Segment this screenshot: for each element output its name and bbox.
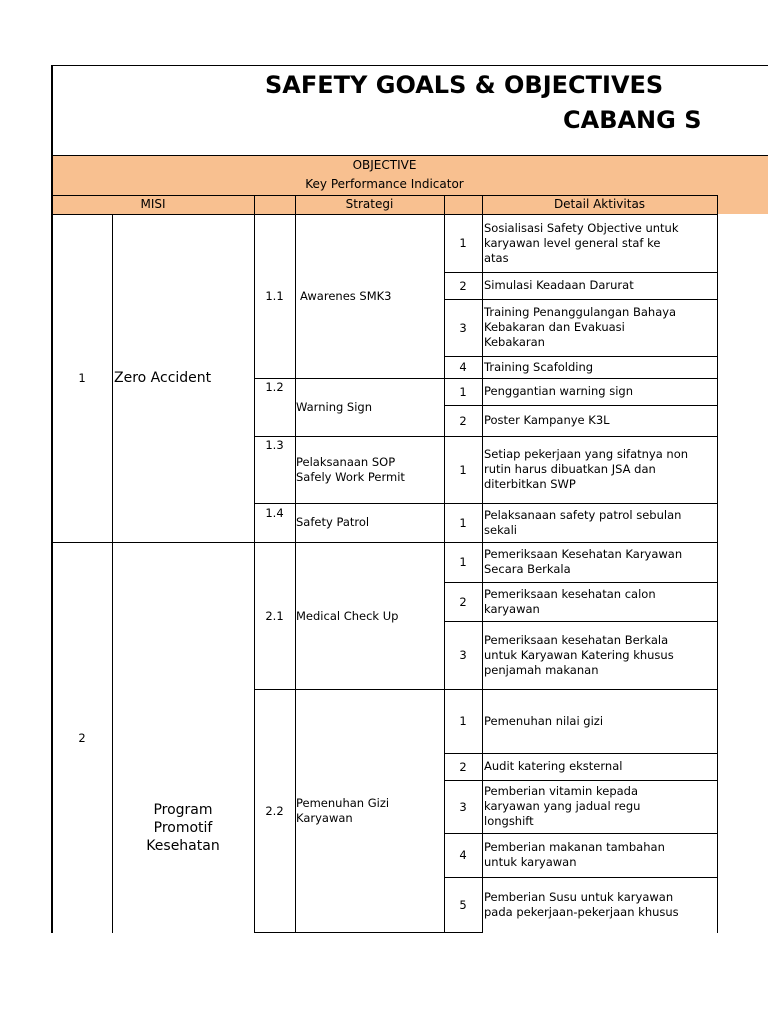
activity-text: Pemeriksaan kesehatan calon karyawan bbox=[484, 586, 656, 616]
document-title: SAFETY GOALS & OBJECTIVES bbox=[265, 71, 664, 99]
activity-number: 2 bbox=[459, 594, 467, 609]
activity-cell bbox=[484, 272, 717, 299]
activity-number: 1 bbox=[459, 462, 467, 477]
activity-number: 4 bbox=[459, 360, 467, 374]
activity-cell bbox=[484, 780, 717, 833]
strategy-name: Safety Patrol bbox=[296, 515, 370, 529]
strategy-name: Pelaksanaan SOP Safely Work Permit bbox=[296, 455, 405, 484]
activity-text: Penggantian warning sign bbox=[484, 384, 634, 398]
activity-text: Setiap pekerjaan yang sifatnya non rutin harus dibuatkan JSA dan diterbitkan SWP bbox=[484, 447, 689, 491]
strategy-name: Medical Check Up bbox=[296, 609, 399, 623]
activity-cell bbox=[484, 405, 717, 436]
activity-text: Audit katering eksternal bbox=[484, 759, 623, 773]
activity-text: Sosialisasi Safety Objective untuk karyawan level general staf ke atas bbox=[484, 220, 679, 265]
overflow-header-fill bbox=[717, 156, 768, 214]
activity-number: 1 bbox=[459, 384, 467, 399]
activity-cell bbox=[484, 542, 717, 582]
activity-text: Simulasi Keadaan Darurat bbox=[484, 278, 634, 292]
strategy-name: Awarenes SMK3 bbox=[300, 289, 392, 303]
activity-cell bbox=[484, 582, 717, 621]
activity-text: Pemeriksaan Kesehatan Karyawan Secara Berkala bbox=[484, 547, 683, 576]
activity-cell bbox=[484, 833, 717, 877]
activity-cell bbox=[484, 356, 717, 378]
activity-text: Poster Kampanye K3L bbox=[484, 413, 610, 427]
gridline bbox=[717, 195, 718, 933]
activity-number: 1 bbox=[459, 236, 467, 250]
activity-text: Pemenuhan nilai gizi bbox=[484, 713, 604, 728]
misi-number: 1 bbox=[78, 371, 86, 385]
activity-text: Pemberian vitamin kepada karyawan yang jadual regu longshift bbox=[484, 784, 641, 828]
activity-cell bbox=[484, 436, 717, 503]
activity-text: Pelaksanaan safety patrol sebulan sekali bbox=[484, 507, 682, 537]
activity-number: 1 bbox=[459, 515, 467, 530]
activity-cell bbox=[484, 877, 717, 933]
activity-text: Pemberian Susu untuk karyawan pada pekerjaan-pekerjaan khusus bbox=[484, 890, 679, 919]
activity-number: 4 bbox=[459, 848, 467, 862]
strategy-code: 1.4 bbox=[265, 506, 284, 520]
activity-number: 2 bbox=[459, 759, 467, 774]
activity-cell bbox=[484, 299, 717, 356]
misi-name: Program Promotif Kesehatan bbox=[146, 802, 220, 854]
activity-number: 3 bbox=[459, 648, 467, 662]
strategy-code: 1.3 bbox=[265, 438, 284, 452]
activity-number: 3 bbox=[459, 320, 467, 335]
col-header-strategi: Strategi bbox=[345, 197, 394, 211]
activity-number: 1 bbox=[459, 714, 467, 728]
col-header-misi: MISI bbox=[140, 197, 166, 211]
gridline bbox=[52, 155, 768, 156]
strategy-name: Pemenuhan Gizi Karyawan bbox=[296, 796, 390, 825]
col-header-detail: Detail Aktivitas bbox=[553, 197, 646, 211]
activity-text: Training Scafolding bbox=[484, 359, 594, 374]
gridline bbox=[52, 195, 717, 196]
strategy-code: 2.2 bbox=[265, 804, 284, 818]
gridline bbox=[482, 195, 483, 933]
activity-cell bbox=[484, 214, 717, 272]
strategy-code: 2.1 bbox=[265, 609, 284, 623]
strategy-code: 1.1 bbox=[265, 289, 284, 303]
misi-number: 2 bbox=[78, 730, 86, 745]
activity-cell bbox=[484, 689, 717, 753]
activity-cell bbox=[484, 503, 717, 542]
activity-number: 3 bbox=[459, 799, 467, 814]
activity-number: 1 bbox=[459, 555, 467, 569]
activity-number: 2 bbox=[459, 413, 467, 428]
gridline bbox=[254, 195, 255, 933]
activity-text: Training Penanggulangan Bahaya Kebakaran dan Evakuasi Kebakaran bbox=[484, 305, 677, 349]
gridline bbox=[52, 65, 768, 66]
strategy-code: 1.2 bbox=[265, 380, 284, 394]
activity-cell bbox=[484, 378, 717, 405]
activity-number: 5 bbox=[459, 898, 467, 912]
objective-label: OBJECTIVE bbox=[352, 158, 417, 172]
activity-number: 2 bbox=[459, 278, 467, 293]
activity-cell bbox=[484, 621, 717, 689]
document-subtitle: CABANG S bbox=[563, 106, 702, 134]
strategy-name: Warning Sign bbox=[296, 400, 373, 414]
activity-cell bbox=[484, 753, 717, 780]
activity-text: Pemeriksaan kesehatan Berkala untuk Karyawan Katering khusus penjamah makanan bbox=[484, 632, 674, 677]
activity-text: Pemberian makanan tambahan untuk karyawan bbox=[484, 840, 665, 869]
misi-name: Zero Accident bbox=[114, 370, 212, 386]
kpi-label: Key Performance Indicator bbox=[305, 177, 464, 191]
